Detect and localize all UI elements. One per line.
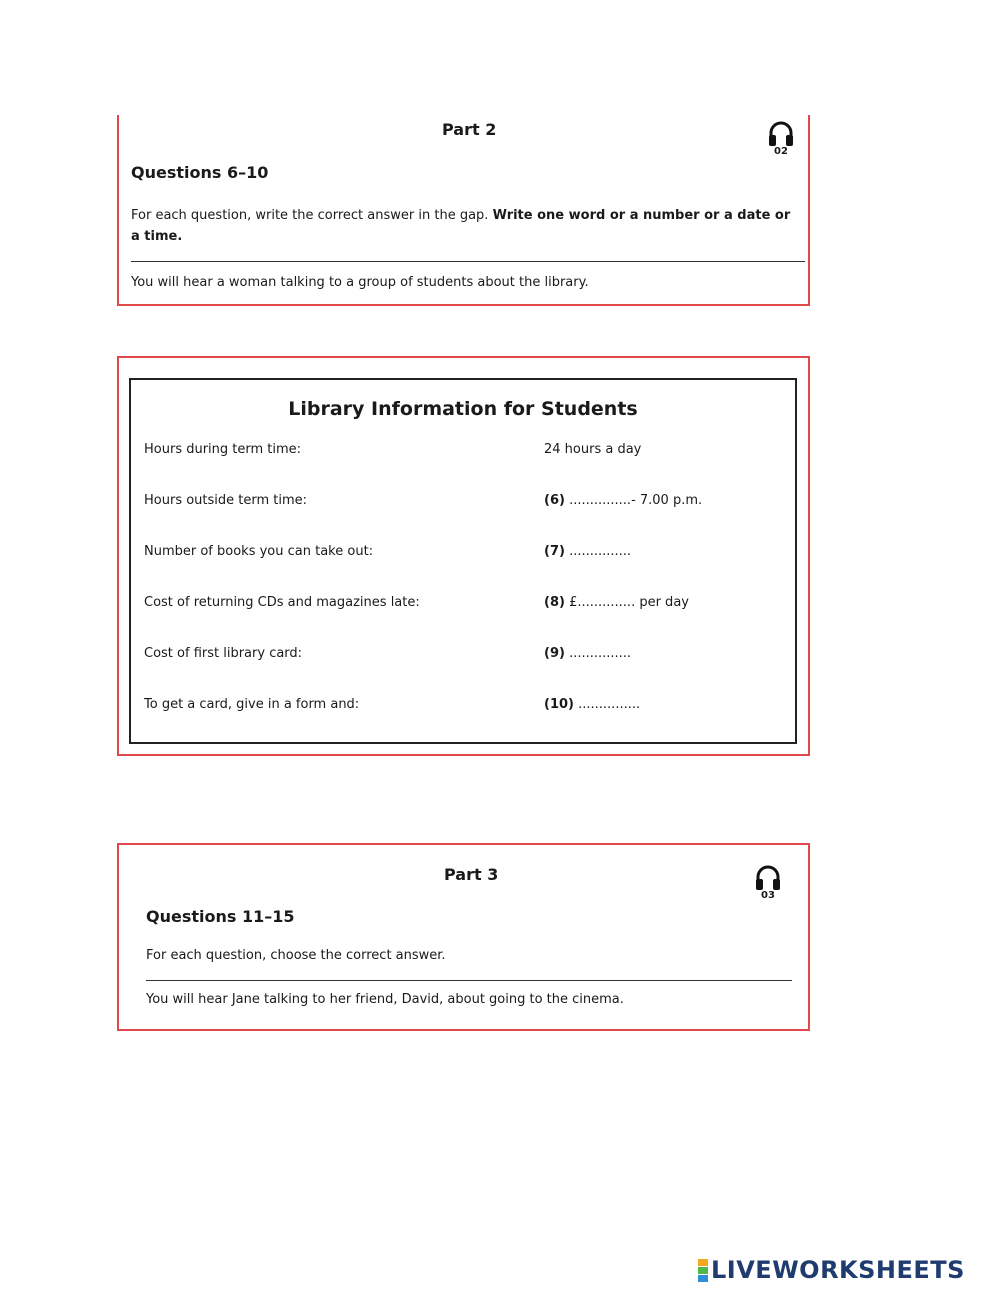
answer-gap-8[interactable]: (8) £.............. per day [544, 595, 689, 610]
library-info-box [129, 378, 797, 744]
row-answer: 24 hours a day [544, 442, 642, 457]
part2-instruction-bold-2: a time. [131, 229, 183, 244]
part2-panel [117, 115, 810, 306]
library-row [131, 544, 795, 566]
row-label: Cost of first library card: [144, 646, 303, 661]
library-row [131, 493, 795, 515]
part2-divider [131, 261, 805, 262]
library-row [131, 697, 795, 719]
logo-mark-icon [698, 1259, 708, 1282]
liveworksheets-logo [698, 1256, 965, 1284]
library-panel [117, 356, 810, 756]
answer-gap-6[interactable]: (6) ...............- 7.00 p.m. [544, 493, 703, 508]
part3-context: You will hear Jane talking to her friend, David, about going to the cinema. [146, 992, 624, 1007]
part3-panel [117, 843, 810, 1031]
part3-audio[interactable] [751, 865, 785, 901]
answer-gap-10[interactable]: (10) ............... [544, 697, 641, 712]
part2-track-number: 02 [774, 146, 788, 157]
library-row [131, 646, 795, 668]
library-row [131, 595, 795, 617]
headphones-icon [767, 121, 795, 147]
part2-title: Part 2 [442, 120, 497, 139]
row-label: Hours outside term time: [144, 493, 308, 508]
row-label: To get a card, give in a form and: [144, 697, 360, 712]
part2-instruction-plain: For each question, write the correct answer in the gap. [131, 208, 489, 223]
library-row [131, 442, 795, 464]
part3-divider [146, 980, 792, 981]
answer-gap-7[interactable]: (7) ............... [544, 544, 632, 559]
part3-instruction: For each question, choose the correct answer. [146, 948, 446, 963]
row-label: Cost of returning CDs and magazines late: [144, 595, 420, 610]
part3-title: Part 3 [444, 865, 499, 884]
row-label: Number of books you can take out: [144, 544, 374, 559]
part3-questions-heading: Questions 11–15 [146, 907, 295, 926]
logo-text: LIVEWORKSHEETS [711, 1256, 965, 1284]
part2-questions-heading: Questions 6–10 [131, 163, 269, 182]
part2-instruction-bold-1: Write one word or a number or a date or [492, 208, 791, 223]
answer-gap-9[interactable]: (9) ............... [544, 646, 632, 661]
part2-context: You will hear a woman talking to a group of students about the library. [131, 275, 589, 290]
headphones-icon [754, 865, 782, 891]
part2-audio[interactable] [764, 121, 798, 157]
row-label: Hours during term time: [144, 442, 302, 457]
library-title: Library Information for Students [288, 398, 638, 420]
part2-instruction [131, 205, 791, 247]
part3-track-number: 03 [761, 890, 775, 901]
